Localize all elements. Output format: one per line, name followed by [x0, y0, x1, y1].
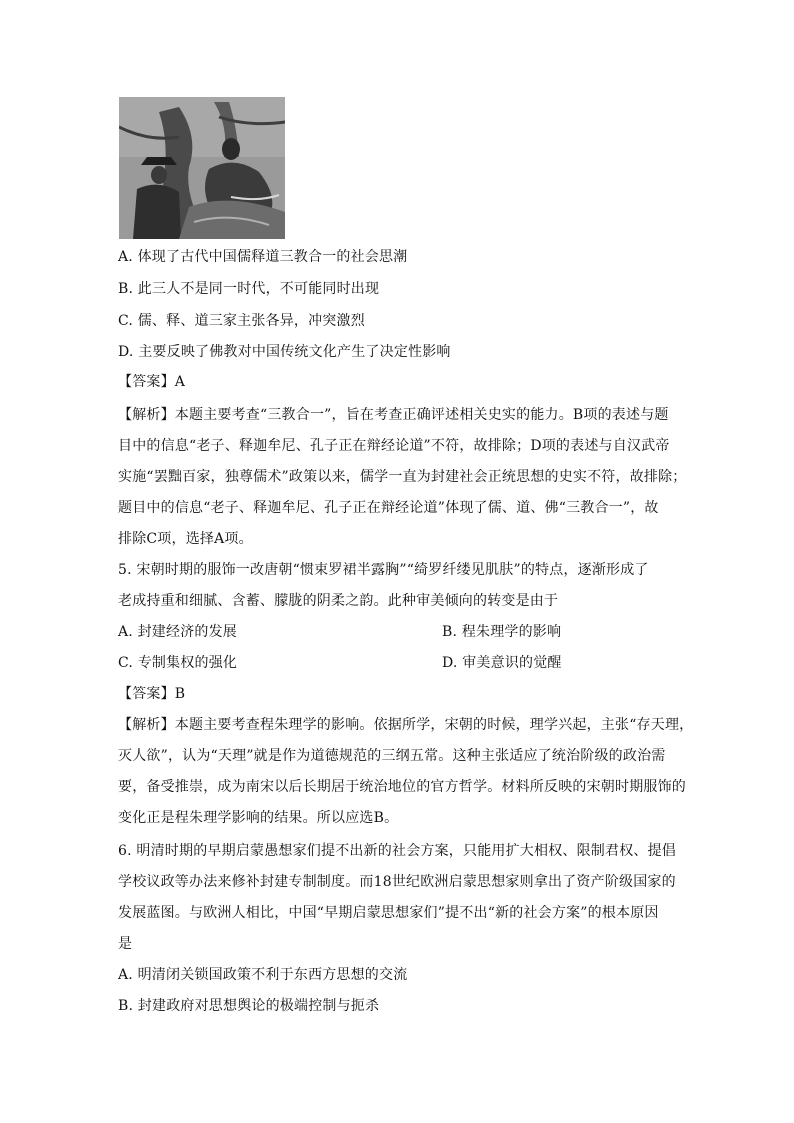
q6-stem-line: 6. 明清时期的早期启蒙愚想家们提不出新的社会方案，只能用扩大相权、限制君权、提倡: [118, 843, 677, 859]
q4-analysis-line: 目中的信息“老子、释迦牟尼、孔子正在辩经论道”不符，故排除；D项的表述与自汉武帝: [118, 438, 670, 454]
q5-analysis-line: 变化正是程朱理学影响的结果。所以应选B。: [118, 810, 399, 826]
q4-option-d: D. 主要反映了佛教对中国传统文化产生了决定性影响: [118, 344, 451, 360]
q4-answer: 【答案】A: [118, 374, 186, 390]
q4-analysis-line: 实施“罢黜百家，独尊儒术”政策以来，儒学一直为封建社会正统思想的史实不符，故排除；: [118, 469, 687, 485]
three-sages-painting: [119, 97, 285, 239]
q6-stem-line: 是: [118, 936, 133, 952]
q5-option-b: B. 程朱理学的影响: [442, 624, 562, 640]
painting-image: [119, 97, 285, 239]
q4-option-b: B. 此三人不是同一时代，不可能同时出现: [118, 281, 380, 297]
q5-analysis-line: 灭人欲”，认为“天理”就是作为道德规范的三纲五常。这种主张适应了统治阶级的政治需: [118, 748, 666, 764]
q6-stem-line: 学校议政等办法来修补封建专制制度。而18世纪欧洲启蒙思想家则拿出了资产阶级国家的: [118, 874, 676, 890]
q4-option-c: C. 儒、释、道三家主张各异，冲突激烈: [118, 313, 365, 329]
q4-analysis-line: 【解析】本题主要考查“三教合一”，旨在考查正确评述相关史实的能力。B项的表述与题: [118, 407, 669, 423]
q6-option-a: A. 明清闭关锁国政策不利于东西方思想的交流: [118, 967, 408, 983]
q4-analysis-line: 排除C项，选择A项。: [118, 531, 253, 547]
q5-analysis-line: 要，备受推崇，成为南宋以后长期居于统治地位的官方哲学。材料所反映的宋朝时期服饰的: [118, 779, 686, 795]
q5-stem-line: 5. 宋朝时期的服饰一改唐朝“惯束罗裙半露胸”“绮罗纤缕见肌肤”的特点，逐渐形成了: [118, 562, 649, 578]
q5-analysis-line: 【解析】本题主要考查程朱理学的影响。依据所学，宋朝的时候，理学兴起，主张“存天理，: [118, 717, 694, 733]
q6-stem-line: 发展蓝图。与欧洲人相比，中国“早期启蒙思想家们”提不出“新的社会方案”的根本原因: [118, 905, 659, 921]
q5-stem-line: 老成持重和细腻、含蓄、朦胧的阴柔之韵。此种审美倾向的转变是由于: [118, 593, 559, 609]
q5-option-d: D. 审美意识的觉醒: [442, 655, 562, 671]
q4-analysis-line: 题目中的信息“老子、释迦牟尼、孔子正在辩经论道”体现了儒、道、佛“三教合一”，故: [118, 500, 659, 516]
q5-option-a: A. 封建经济的发展: [118, 624, 238, 640]
q5-option-c: C. 专制集权的强化: [118, 655, 238, 671]
q5-answer: 【答案】B: [118, 686, 186, 702]
q4-option-a: A. 体现了古代中国儒释道三教合一的社会思潮: [118, 249, 408, 265]
q6-option-b: B. 封建政府对思想舆论的极端控制与扼杀: [118, 998, 380, 1014]
